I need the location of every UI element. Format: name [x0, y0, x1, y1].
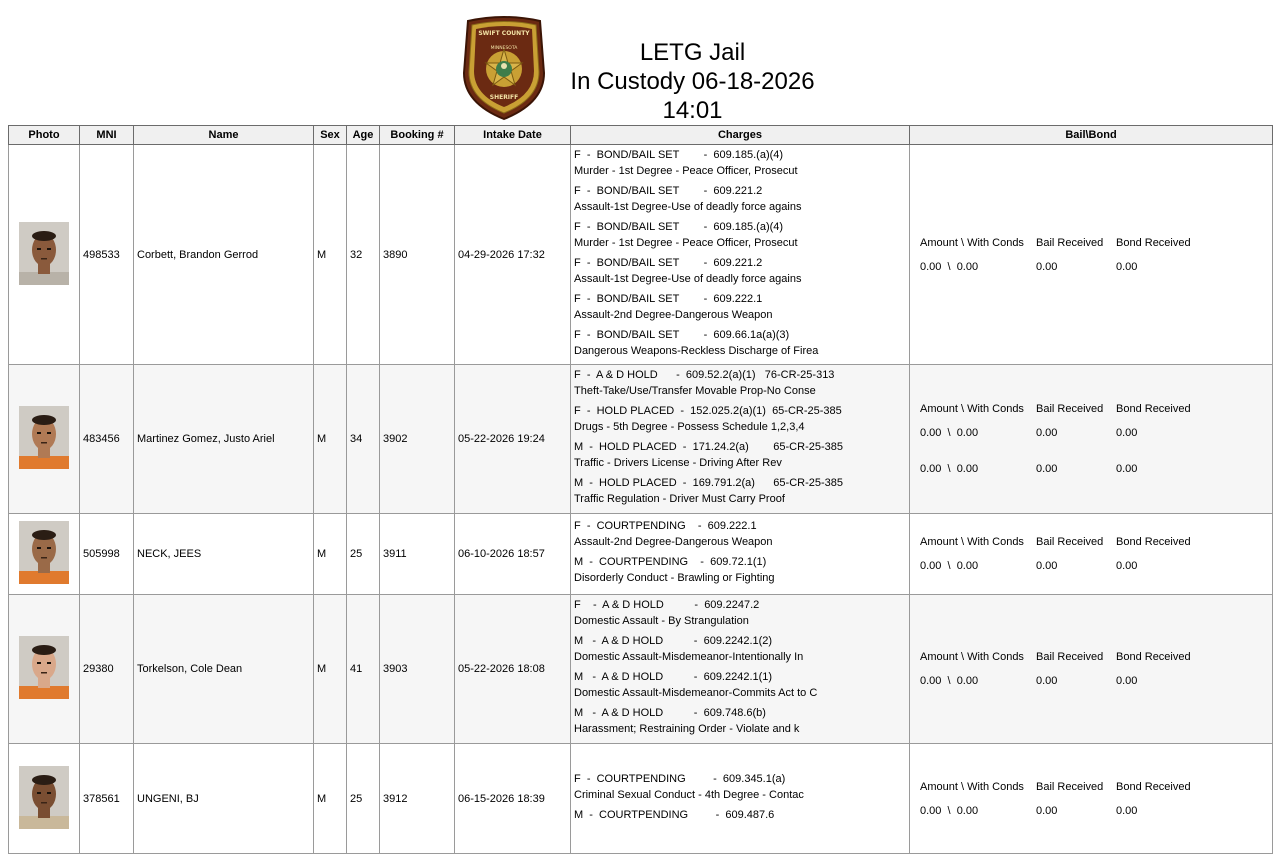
cell-bail-bond [910, 145, 1273, 365]
bail-header-bail-received: Bail Received [1036, 236, 1104, 249]
bail-grid [913, 645, 1269, 693]
column-header-mni[interactable]: MNI [80, 126, 134, 145]
charge-code: F - BOND/BAIL SET - 609.222.1 [574, 292, 763, 305]
table-header-row [9, 126, 1273, 145]
charge-code: F - COURTPENDING - 609.222.1 [574, 520, 757, 532]
report-header [0, 0, 1280, 125]
column-header-intake-date[interactable]: Intake Date [455, 126, 571, 145]
bail-header-amount: Amount \ With Conds [920, 536, 1024, 548]
bail-value-bond-received: 0.00 [1116, 675, 1138, 687]
column-header-name[interactable]: Name [134, 126, 314, 145]
charge-description: Domestic Assault - By Strangulation [574, 615, 749, 627]
charge-description: Traffic - Drivers License - Driving After Rev [574, 457, 782, 469]
charge-description: Assault-1st Degree-Use of deadly force agains [574, 200, 802, 213]
charge-entry [574, 439, 906, 471]
bail-header-bail-received: Bail Received [1036, 403, 1104, 415]
cell-mni: 483456 [80, 365, 134, 514]
charge-entry [574, 367, 906, 399]
cell-bail-bond [910, 744, 1273, 854]
column-header-booking[interactable]: Booking # [380, 126, 455, 145]
charge-code: F - A & D HOLD - 609.2247.2 [574, 599, 760, 611]
charge-entry [574, 807, 906, 823]
charge-code: F - BOND/BAIL SET - 609.185.(a)(4) [574, 220, 784, 233]
page-title: LETG Jail [639, 39, 746, 66]
charge-code: M - A & D HOLD - 609.748.6(b) [574, 707, 766, 719]
cell-bail-bond [910, 365, 1273, 514]
cell-charges [571, 145, 910, 365]
charge-code: M - HOLD PLACED - 171.24.2(a) 65-CR-25-385 [574, 441, 843, 453]
cell-bail-bond [910, 514, 1273, 595]
bail-header-bond-received: Bond Received [1116, 651, 1191, 663]
charge-description: Domestic Assault-Misdemeanor-Intentionally In [574, 651, 804, 663]
photo-cell [9, 145, 80, 365]
bail-grid [913, 530, 1269, 578]
charge-description: Traffic Regulation - Driver Must Carry Proof [574, 493, 785, 505]
bail-value-amount: 0.00 \ 0.00 [920, 560, 979, 572]
cell-booking: 3903 [380, 595, 455, 744]
cell-charges [571, 595, 910, 744]
cell-booking: 3912 [380, 744, 455, 854]
bail-value-bond-received: 0.00 [1116, 804, 1138, 817]
column-header-sex[interactable]: Sex [314, 126, 347, 145]
photo-cell [9, 744, 80, 854]
cell-age: 32 [347, 145, 380, 365]
custody-timestamp: In Custody 06-18-2026 14:01 [570, 68, 815, 124]
bail-value-amount: 0.00 \ 0.00 [920, 675, 979, 687]
column-header-age[interactable]: Age [347, 126, 380, 145]
cell-bail-bond [910, 595, 1273, 744]
inmate-photo[interactable] [19, 521, 69, 584]
charge-entry [574, 255, 906, 287]
charge-entry [574, 518, 906, 550]
cell-intake: 06-10-2026 18:57 [455, 514, 571, 595]
charge-code: M - COURTPENDING - 609.72.1(1) [574, 556, 767, 568]
bail-value-bond-received: 0.00 [1116, 463, 1138, 475]
bail-value-bail-received: 0.00 [1036, 560, 1058, 572]
cell-name: UNGENI, BJ [134, 744, 314, 854]
bail-header-bail-received: Bail Received [1036, 780, 1104, 793]
cell-age: 34 [347, 365, 380, 514]
bail-value-amount: 0.00 \ 0.00 [920, 427, 979, 439]
bail-header-bond-received: Bond Received [1116, 536, 1191, 548]
charge-entry [574, 554, 906, 586]
inmate-photo[interactable] [19, 222, 69, 285]
charge-entry [574, 475, 906, 507]
charge-code: M - HOLD PLACED - 169.791.2(a) 65-CR-25-385 [574, 477, 843, 489]
bail-value-amount: 0.00 \ 0.00 [920, 804, 979, 817]
cell-mni: 29380 [80, 595, 134, 744]
cell-intake: 05-22-2026 19:24 [455, 365, 571, 514]
bail-value-bond-received: 0.00 [1116, 260, 1138, 273]
cell-booking: 3902 [380, 365, 455, 514]
table-row[interactable] [9, 145, 1273, 365]
bail-header-bail-received: Bail Received [1036, 651, 1104, 663]
cell-age: 25 [347, 514, 380, 595]
bail-header-bail-received: Bail Received [1036, 536, 1104, 548]
bail-value-bond-received: 0.00 [1116, 427, 1138, 439]
charge-code: F - BOND/BAIL SET - 609.221.2 [574, 184, 763, 197]
bail-spacer [920, 445, 1206, 457]
cell-intake: 06-15-2026 18:39 [455, 744, 571, 854]
cell-sex: M [314, 744, 347, 854]
charge-code: F - BOND/BAIL SET - 609.185.(a)(4) [574, 148, 784, 161]
bail-grid [913, 775, 1269, 823]
cell-intake: 05-22-2026 18:08 [455, 595, 571, 744]
svg-text:SHERIFF: SHERIFF [489, 94, 519, 101]
bail-grid [913, 231, 1269, 279]
column-header-photo[interactable]: Photo [9, 126, 80, 145]
charge-description: Assault-2nd Degree-Dangerous Weapon [574, 536, 773, 548]
photo-cell [9, 514, 80, 595]
charge-description: Theft-Take/Use/Transfer Movable Prop-No Conse [574, 385, 816, 397]
cell-name: NECK, JEES [134, 514, 314, 595]
bail-value-amount: 0.00 \ 0.00 [920, 260, 979, 273]
cell-charges [571, 365, 910, 514]
bail-header-amount: Amount \ With Conds [920, 403, 1024, 415]
cell-name: Torkelson, Cole Dean [134, 595, 314, 744]
bail-value-bail-received: 0.00 [1036, 260, 1058, 273]
bail-grid [913, 397, 1269, 481]
cell-mni: 505998 [80, 514, 134, 595]
charge-entry [574, 633, 906, 665]
charge-code: F - HOLD PLACED - 152.025.2(a)(1) 65-CR-25-385 [574, 405, 842, 417]
bail-value-bond-received: 0.00 [1116, 560, 1138, 572]
charge-code: F - BOND/BAIL SET - 609.221.2 [574, 256, 763, 269]
charge-description: Murder - 1st Degree - Peace Officer, Prosecut [574, 236, 798, 249]
charge-entry [574, 327, 906, 359]
bail-header-bond-received: Bond Received [1116, 236, 1191, 249]
photo-cell [9, 595, 80, 744]
column-header-bail-bond[interactable]: Bail\Bond [910, 126, 1273, 145]
cell-sex: M [314, 514, 347, 595]
charge-description: Disorderly Conduct - Brawling or Fighting [574, 572, 775, 584]
report-title-block [555, 38, 830, 125]
charge-description: Dangerous Weapons-Reckless Discharge of Firea [574, 344, 819, 357]
charge-entry [574, 771, 906, 803]
cell-mni: 378561 [80, 744, 134, 854]
charge-entry [574, 183, 906, 215]
charge-description: Assault-2nd Degree-Dangerous Weapon [574, 308, 773, 321]
charge-description: Criminal Sexual Conduct - 4th Degree - Contac [574, 788, 804, 801]
charge-code: F - COURTPENDING - 609.345.1(a) [574, 772, 786, 785]
table-row[interactable] [9, 595, 1273, 744]
svg-text:MINNESOTA: MINNESOTA [490, 46, 518, 51]
column-header-charges[interactable]: Charges [571, 126, 910, 145]
cell-name: Corbett, Brandon Gerrod [134, 145, 314, 365]
charge-description: Drugs - 5th Degree - Possess Schedule 1,2,3,4 [574, 421, 805, 433]
charge-description: Domestic Assault-Misdemeanor-Commits Act to C [574, 687, 818, 699]
bail-header-bond-received: Bond Received [1116, 780, 1191, 793]
charge-entry [574, 403, 906, 435]
charge-description: Assault-1st Degree-Use of deadly force agains [574, 272, 802, 285]
table-row[interactable] [9, 514, 1273, 595]
cell-sex: M [314, 365, 347, 514]
inmate-roster-table [8, 125, 1273, 854]
charge-code: M - A & D HOLD - 609.2242.1(1) [574, 671, 773, 683]
charge-entry [574, 219, 906, 251]
cell-age: 41 [347, 595, 380, 744]
svg-text:SWIFT COUNTY: SWIFT COUNTY [478, 30, 530, 37]
bail-header-amount: Amount \ With Conds [920, 780, 1024, 793]
charge-code: F - BOND/BAIL SET - 609.66.1a(a)(3) [574, 328, 790, 341]
bail-header-bond-received: Bond Received [1116, 403, 1191, 415]
bail-value-bail-received: 0.00 [1036, 804, 1058, 817]
charge-code: F - A & D HOLD - 609.52.2(a)(1) 76-CR-25-313 [574, 369, 835, 381]
charge-description: Murder - 1st Degree - Peace Officer, Prosecut [574, 164, 798, 177]
bail-header-amount: Amount \ With Conds [920, 236, 1024, 249]
charge-entry [574, 291, 906, 323]
cell-intake: 04-29-2026 17:32 [455, 145, 571, 365]
cell-charges [571, 744, 910, 854]
bail-value-amount: 0.00 \ 0.00 [920, 463, 979, 475]
cell-charges [571, 514, 910, 595]
inmate-photo[interactable] [19, 766, 69, 829]
cell-booking: 3911 [380, 514, 455, 595]
photo-cell [9, 365, 80, 514]
bail-value-bail-received: 0.00 [1036, 427, 1058, 439]
charge-entry [574, 147, 906, 179]
charge-description: Harassment; Restraining Order - Violate and k [574, 723, 800, 735]
bail-value-bail-received: 0.00 [1036, 675, 1058, 687]
bail-value-bail-received: 0.00 [1036, 463, 1058, 475]
sheriff-badge-logo [460, 15, 548, 121]
bail-header-amount: Amount \ With Conds [920, 651, 1024, 663]
inmate-photo[interactable] [19, 636, 69, 699]
cell-name: Martinez Gomez, Justo Ariel [134, 365, 314, 514]
cell-age: 25 [347, 744, 380, 854]
charge-code: M - COURTPENDING - 609.487.6 [574, 808, 775, 821]
charge-entry [574, 597, 906, 629]
charge-entry [574, 669, 906, 701]
inmate-photo[interactable] [19, 406, 69, 469]
table-row[interactable] [9, 365, 1273, 514]
cell-mni: 498533 [80, 145, 134, 365]
cell-booking: 3890 [380, 145, 455, 365]
cell-sex: M [314, 145, 347, 365]
charge-code: M - A & D HOLD - 609.2242.1(2) [574, 635, 773, 647]
charge-entry [574, 705, 906, 737]
cell-sex: M [314, 595, 347, 744]
table-row[interactable] [9, 744, 1273, 854]
